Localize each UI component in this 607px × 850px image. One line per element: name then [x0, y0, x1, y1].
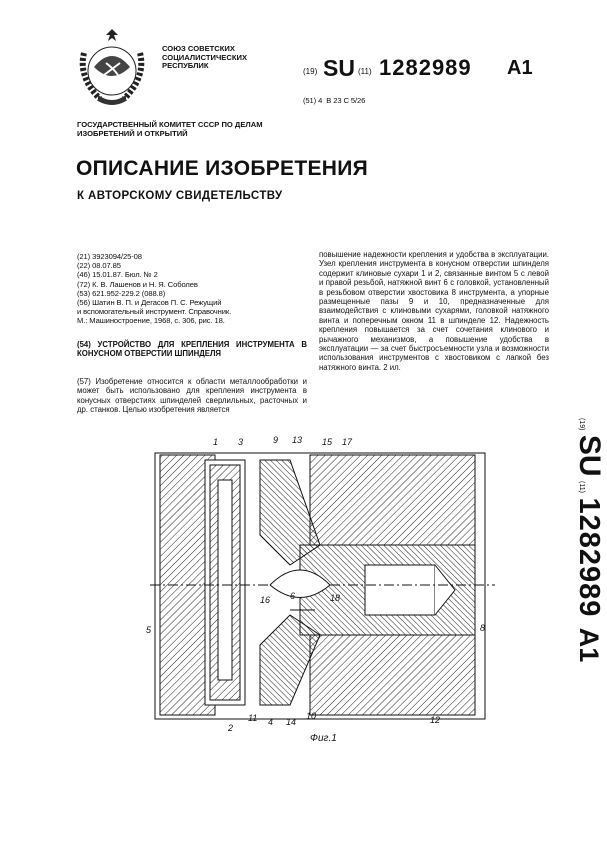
biblio-line: (46) 15.01.87. Бюл. № 2	[77, 270, 158, 280]
kind-code: A1	[507, 57, 533, 79]
part-label: 6	[290, 591, 296, 601]
part-label: 12	[430, 715, 441, 725]
code-11: (11)	[358, 67, 372, 76]
document-title: ОПИСАНИЕ ИЗОБРЕТЕНИЯ	[76, 157, 369, 180]
bibliographic-data	[77, 252, 312, 326]
part-label: 10	[306, 711, 317, 721]
part-label: 1	[213, 437, 219, 447]
biblio-line: (53) 621.952-229.2 (088.8)	[77, 288, 166, 298]
part-label: 15	[322, 437, 333, 447]
part-label: 8	[480, 623, 486, 633]
org-name: СОЮЗ СОВЕТСКИХ СОЦИАЛИСТИЧЕСКИХ РЕСПУБЛИК	[162, 44, 248, 71]
biblio-line: (72) К. В. Лашенов и Н. Я. Соболев	[77, 279, 198, 289]
part-label: 4	[268, 717, 274, 727]
part-label: 16	[260, 595, 271, 605]
part-label: 2	[228, 723, 234, 733]
ussr-emblem	[70, 27, 154, 111]
abstract-right: повышение надежности крепления и удобства в эксплуатации. Узел крепления инструмента в конусном отверстии шпинделя содержит клиновые сухари 1 и 2, связанные винтом 5 с левой и правой резьбой, натяжной винт 6 с головкой, установленный в резьбовом отверстии хвостовика 8 инструмента, а упорные размещенные пазы 9 и 10, предназначенные для взаимодействия с клиновыми сухарями, головкой натяжного винта и поперечным окном 11 в шпинделе 12. Надежность крепления повышается за счет сочетания клинового и рычажного механизмов, а повышение удобства в эксплуатации — за счет быстросъемности узла и возможности использования инструментов с хвостовиком с лапкой без натяжного винта. 2 ил.	[319, 250, 549, 372]
part-label: 9	[273, 435, 279, 445]
biblio-line: и вспомогательный инструмент. Справочник.	[77, 307, 232, 317]
biblio-line: (56) Шатин В. П. и Дегасов П. С. Режущий	[77, 298, 222, 308]
biblio-line: (22) 08.07.85	[77, 261, 121, 271]
document-subtitle: К АВТОРСКОМУ СВИДЕТЕЛЬСТВУ	[77, 190, 283, 202]
part-label: 18	[330, 593, 341, 603]
committee: ГОСУДАРСТВЕННЫЙ КОМИТЕТ СССР ПО ДЕЛАМ ИЗОБРЕТЕНИЙ И ОТКРЫТИЙ	[77, 120, 263, 138]
biblio-line: М.: Машиностроение, 1968, с. 306, рис. 18.	[77, 316, 225, 326]
technical-drawing	[146, 425, 500, 755]
ipc: (51) 4 В 23 С 5/26	[303, 96, 366, 105]
part-label: 14	[286, 717, 297, 727]
side-patent-number: (19) SU (11) 1282989 A1	[573, 418, 606, 663]
country-code: SU	[323, 55, 355, 81]
biblio-line: (21) 3923094/25-08	[77, 252, 142, 261]
part-label: 11	[248, 713, 258, 723]
abstract-left: (57) Изобретение относится к области металлообработки и может быть использовано для крепления инструмента в конусных отверстиях шпинделей сверлильных, расточных и др. станков. Целью изобретения является	[77, 377, 307, 415]
invention-title: (54) УСТРОЙСТВО ДЛЯ КРЕПЛЕНИЯ ИНСТРУМЕНТА В КОНУСНОМ ОТВЕРСТИИ ШПИНДЕЛЯ	[77, 340, 307, 359]
part-label: 17	[342, 437, 353, 447]
patent-number: 1282989	[379, 55, 472, 80]
patent-header	[303, 55, 593, 85]
part-label: 13	[292, 435, 303, 445]
part-label: 3	[238, 437, 244, 447]
part-label: 5	[146, 625, 152, 635]
code-19: (19)	[303, 67, 318, 76]
figure-caption: Фиг.1	[310, 733, 337, 744]
